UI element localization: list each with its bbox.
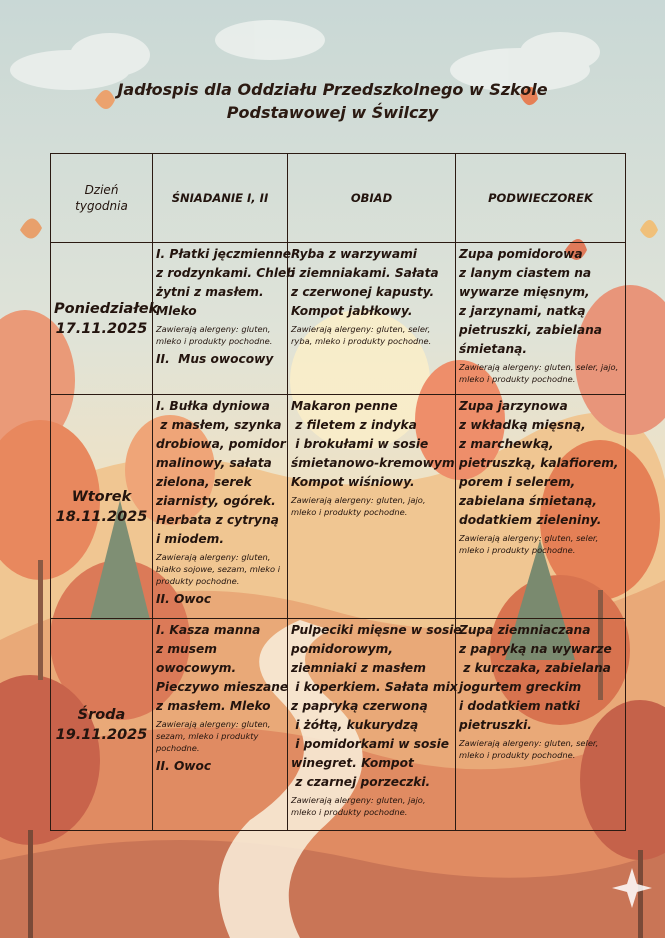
day-name: Wtorek bbox=[71, 488, 132, 505]
column-header-day-line-2: tygodnia bbox=[75, 199, 128, 213]
breakfast-allergen-note: Zawierają alergeny: gluten, białko sojowe, sezam, mleko i produkty pochodne. bbox=[156, 552, 281, 586]
day-cell bbox=[51, 243, 159, 395]
breakfast-dish-2: II. Mus owocowy bbox=[156, 352, 274, 366]
breakfast-dish-2: II. Owoc bbox=[156, 759, 212, 773]
snack-allergen-note: Zawierają alergeny: gluten, seler, jajo, mleko i produkty pochodne. bbox=[459, 362, 619, 384]
column-header-snack: PODWIECZOREK bbox=[456, 154, 626, 243]
breakfast-dish-1: I. Bułka dyniowa z masłem, szynka drobiowa, pomidor malinowy, sałata zielona, serek ziarnisty, ogórek. Herbata z cytryną i miodem. bbox=[156, 399, 286, 546]
snack-cell bbox=[456, 243, 626, 395]
dinner-cell bbox=[288, 243, 456, 395]
day-date: 19.11.2025 bbox=[55, 726, 148, 743]
snack-cell bbox=[456, 395, 626, 619]
column-header-breakfast: ŚNIADANIE I, II bbox=[153, 154, 288, 243]
page-title bbox=[0, 78, 665, 124]
table-row bbox=[51, 395, 626, 619]
dinner-dish: Pulpeciki mięsne w sosie pomidorowym, ziemniaki z masłem i koperkiem. Sałata mix z papryką czerwoną i żółtą, kukurydzą i pomidorkami w sosie winegret. Kompot z czarnej porzeczki. bbox=[291, 623, 462, 789]
day-cell bbox=[51, 619, 153, 831]
dinner-allergen-note: Zawierają alergeny: gluten, seler, ryba, mleko i produkty pochodne. bbox=[291, 324, 432, 346]
dinner-cell bbox=[288, 619, 462, 831]
page-title-line-1: Jadłospis dla Oddziału Przedszkolnego w Szkole bbox=[117, 80, 548, 99]
table-row bbox=[51, 619, 626, 831]
snack-dish: Zupa pomidorowa z lanym ciastem na wywarze mięsnym, z jarzynami, natką pietruszki, zabielana śmietaną. bbox=[459, 247, 602, 356]
column-header-day bbox=[51, 154, 153, 243]
day-cell bbox=[51, 395, 153, 619]
day-date: 17.11.2025 bbox=[55, 320, 148, 337]
breakfast-allergen-note: Zawierają alergeny: gluten, sezam, mleko i produkty pochodne. bbox=[156, 719, 271, 753]
snack-cell bbox=[456, 619, 626, 831]
table-row bbox=[51, 243, 626, 395]
snack-allergen-note: Zawierają alergeny: gluten, seler, mleko i produkty pochodne. bbox=[459, 738, 599, 760]
breakfast-dish-2: II. Owoc bbox=[156, 592, 212, 606]
snack-dish: Zupa jarzynowa z wkładką mięsną, z marchewką, pietruszką, kalafiorem, porem i selerem, zabielana śmietaną, dodatkiem zieleniny. bbox=[459, 399, 619, 527]
breakfast-dish-1: I. Płatki jęczmienne z rodzynkami. Chleb żytni z masłem. Mleko bbox=[156, 247, 296, 318]
dinner-allergen-note: Zawierają alergeny: gluten, jajo, mleko i produkty pochodne. bbox=[291, 795, 426, 817]
dinner-cell bbox=[288, 395, 456, 619]
dinner-allergen-note: Zawierają alergeny: gluten, jajo, mleko i produkty pochodne. bbox=[291, 495, 426, 517]
breakfast-cell bbox=[153, 619, 288, 831]
breakfast-dish-1: I. Kasza manna z musem owocowym. Pieczywo mieszane z masłem. Mleko bbox=[156, 623, 289, 713]
breakfast-cell bbox=[153, 395, 288, 619]
day-name: Środa bbox=[77, 706, 126, 723]
column-header-day-line-1: Dzień bbox=[84, 183, 119, 197]
dinner-dish: Ryba z warzywami i ziemniakami. Sałata z czerwonej kapusty. Kompot jabłkowy. bbox=[291, 247, 439, 318]
day-date: 18.11.2025 bbox=[55, 508, 148, 525]
snack-allergen-note: Zawierają alergeny: gluten, seler, mleko i produkty pochodne. bbox=[459, 533, 599, 555]
breakfast-allergen-note: Zawierają alergeny: gluten, mleko i produkty pochodne. bbox=[156, 324, 273, 346]
dinner-dish: Makaron penne z filetem z indyka i brokułami w sosie śmietanowo-kremowym Kompot wiśniowy. bbox=[291, 399, 455, 489]
snack-dish: Zupa ziemniaczana z papryką na wywarze z kurczaka, zabielana jogurtem greckim i dodatkiem natki pietruszki. bbox=[459, 623, 612, 732]
page-title-line-2: Podstawowej w Świlczy bbox=[226, 103, 439, 122]
day-name: Poniedziałek bbox=[54, 300, 159, 317]
breakfast-cell bbox=[153, 243, 296, 395]
column-header-dinner: OBIAD bbox=[288, 154, 456, 243]
menu-table bbox=[50, 153, 626, 831]
table-header-row bbox=[51, 154, 626, 243]
